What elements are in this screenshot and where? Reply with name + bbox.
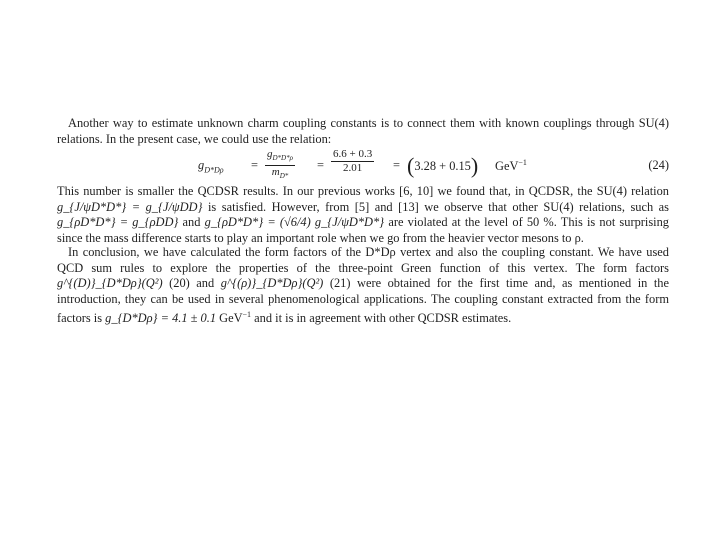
eq-equals-1: = [251,158,258,172]
paragraph-intro [57,116,669,147]
equation-24 [57,148,669,184]
eq-frac1-denominator: $m_{D*}$ [265,165,295,183]
eq-unit: GeV$^{-1}$ [495,158,527,174]
form-factor-d: g^{(D)}_{D*Dρ}(Q²) [57,276,163,291]
paragraph-conclusion [57,245,669,327]
form-factor-rho: g^{(ρ)}_{D*Dρ}(Q²) [220,276,324,291]
relation-rho-jpsi: g_{ρD*D*} = (√6/4) g_{J/ψD*D*} [204,215,385,230]
paragraph-intro-text: Another way to estimate unknown charm coupling constants is to connect them with known couplings through SU(4) relations. In the present case, we could use the relation: [57,116,669,146]
paragraph-su4-text: This number is smaller the QCDSR results. In our previous works [6, 10] we found that, in QCDSR, the SU(4) relation g_{J/ψD*D*} = g_{J/ψDD} is satisfied. However, from [5] and [13] we observe that other SU(4) relations, such as g_{ρD*D*} = g_{ρDD} and g_{ρD*D*} = (√6/4) g_{J/ψD*D*} are violated at the level of 50 %. This is not surprising since the mass difference starts to play an important role when we go from the heavier vector mesons to ρ. [57,184,669,245]
coupling-constant: g_{D*Dρ} = 4.1 ± 0.1 [105,311,217,326]
paragraph-su4-relations [57,184,669,246]
equation-number: (24) [648,158,669,172]
eq-equals-2: = [317,158,324,172]
relation-jpsi: g_{J/ψD*D*} = g_{J/ψDD} [57,199,203,214]
eq-fraction-2 [331,148,374,175]
eq-frac2-numerator: 6.6 + 0.3 [333,148,373,160]
eq-frac1-numerator: $g_{D*D*\rho}$ [267,148,293,163]
eq-value: (3.28 + 0.15) [407,153,479,178]
relation-rho: g_{ρD*D*} = g_{ρDD} [57,215,179,230]
eq-equals-3: = [393,158,400,172]
eq-lhs: $g_{D*D\rho}$ [198,158,224,175]
eq-fraction-1 [265,148,295,183]
paragraph-conclusion-text: In conclusion, we have calculated the form factors of the D*Dρ vertex and also the coupling constant. We have used QCD sum rules to explore the properties of the three-point Green function of this vertex. The form factors g^{(D)}_{D*Dρ}(Q²) (20) and g^{(ρ)}_{D*Dρ}(Q²) (21) were obtained for the first time and, as mentioned in the introduction, they can be used in several phenomenological applications. The coupling constant extracted from the form factors is g_{D*Dρ} = 4.1 ± 0.1 GeV$^{-1}$ and it is in agreement with other QCDSR estimates. [57,245,669,326]
eq-frac2-denominator: 2.01 [331,161,374,175]
